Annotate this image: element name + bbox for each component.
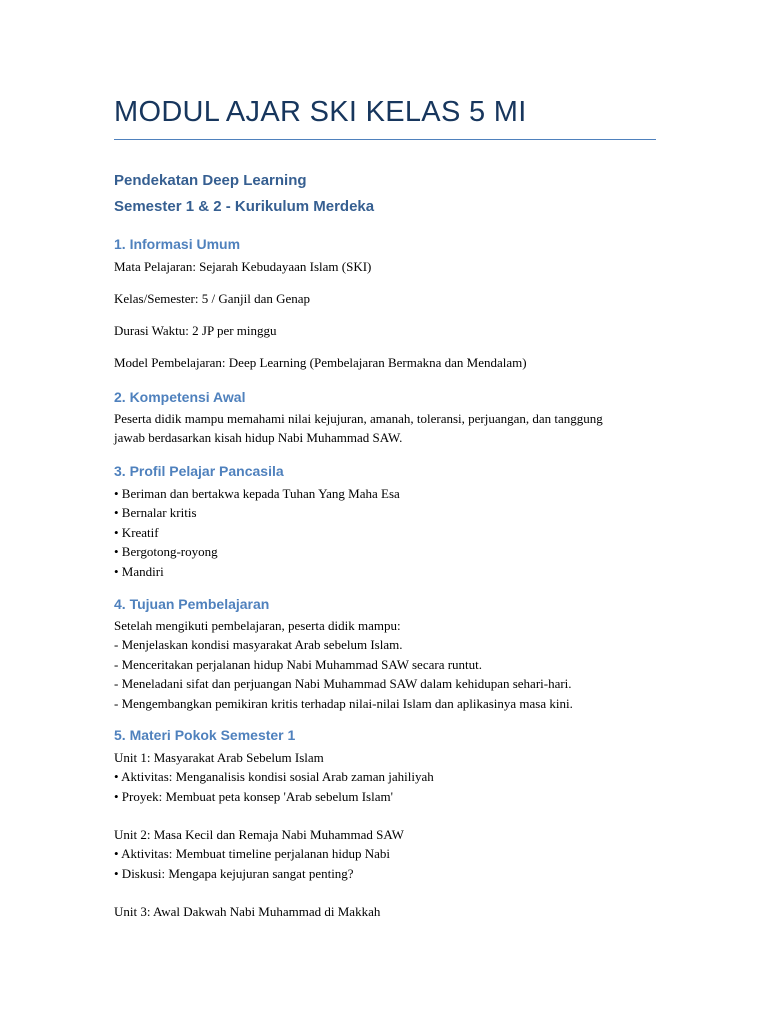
tujuan-pembelajaran-list xyxy=(114,616,573,713)
list-item: • Proyek: Membuat peta konsep 'Arab sebelum Islam' xyxy=(114,788,393,804)
info-mata-pelajaran: Mata Pelajaran: Sejarah Kebudayaan Islam (SKI) xyxy=(114,259,372,274)
list-item: - Menjelaskan kondisi masyarakat Arab sebelum Islam. xyxy=(114,637,403,653)
unit-title: Unit 1: Masyarakat Arab Sebelum Islam xyxy=(114,750,324,765)
list-item: • Diskusi: Mengapa kejujuran sangat penting? xyxy=(114,865,354,881)
document-title: MODUL AJAR SKI KELAS 5 MI xyxy=(114,96,527,128)
profil-pelajar-list xyxy=(114,484,400,581)
heading-profil-pelajar: 3. Profil Pelajar Pancasila xyxy=(114,463,284,479)
list-item: • Beriman dan bertakwa kepada Tuhan Yang Maha Esa xyxy=(114,486,400,501)
list-item: • Aktivitas: Menganalisis kondisi sosial Arab zaman jahiliyah xyxy=(114,769,434,785)
unit-3-block xyxy=(114,902,380,921)
list-item: • Aktivitas: Membuat timeline perjalanan hidup Nabi xyxy=(114,846,391,862)
unit-title: Unit 3: Awal Dakwah Nabi Muhammad di Makkah xyxy=(114,904,381,919)
heading-tujuan-pembelajaran: 4. Tujuan Pembelajaran xyxy=(114,596,270,612)
unit-title: Unit 2: Masa Kecil dan Remaja Nabi Muhammad SAW xyxy=(114,827,404,842)
heading-informasi-umum: 1. Informasi Umum xyxy=(114,236,241,252)
list-item: • Bergotong-royong xyxy=(114,544,218,560)
document-subtitle-semester: Semester 1 & 2 - Kurikulum Merdeka xyxy=(114,198,375,215)
document-subtitle-approach: Pendekatan Deep Learning xyxy=(114,172,307,189)
list-item: • Mandiri xyxy=(114,563,164,579)
unit-1-block xyxy=(114,748,434,806)
info-model: Model Pembelajaran: Deep Learning (Pembelajaran Bermakna dan Mendalam) xyxy=(114,355,527,370)
list-item: - Mengembangkan pemikiran kritis terhadap nilai-nilai Islam dan aplikasinya masa kini. xyxy=(114,695,573,711)
kompetensi-awal-text: Peserta didik mampu memahami nilai kejujuran, amanah, toleransi, perjuangan, dan tanggung jawab berdasarkan kisah hidup Nabi Muhammad SAW. xyxy=(114,411,603,446)
list-item: - Meneladani sifat dan perjuangan Nabi Muhammad SAW dalam kehidupan sehari-hari. xyxy=(114,676,572,692)
info-kelas-semester: Kelas/Semester: 5 / Ganjil dan Genap xyxy=(114,291,311,306)
list-item: - Menceritakan perjalanan hidup Nabi Muhammad SAW secara runtut. xyxy=(114,656,483,672)
tujuan-intro: Setelah mengikuti pembelajaran, peserta didik mampu: xyxy=(114,618,401,633)
title-divider xyxy=(114,139,656,140)
heading-materi-pokok: 5. Materi Pokok Semester 1 xyxy=(114,727,296,743)
info-durasi: Durasi Waktu: 2 JP per minggu xyxy=(114,323,277,338)
heading-kompetensi-awal: 2. Kompetensi Awal xyxy=(114,389,246,405)
unit-2-block xyxy=(114,825,404,883)
list-item: • Bernalar kritis xyxy=(114,505,197,521)
list-item: • Kreatif xyxy=(114,524,159,540)
